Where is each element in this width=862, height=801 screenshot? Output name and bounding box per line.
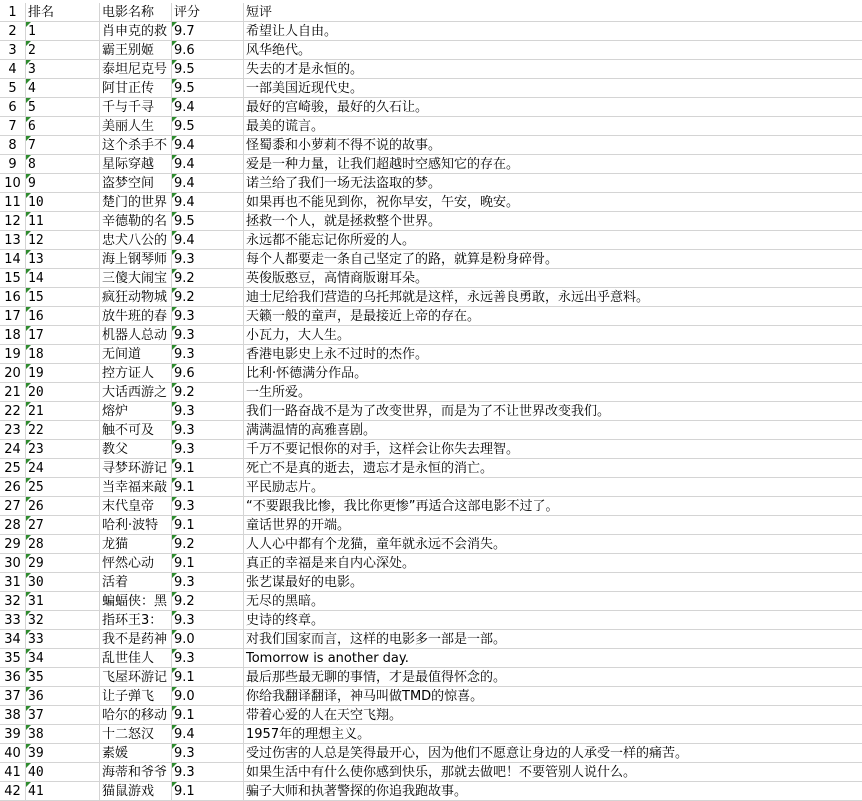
cell-title[interactable]: 控方证人: [100, 364, 172, 383]
table-row: [0, 497, 862, 516]
table-row: [0, 706, 862, 725]
cell-score[interactable]: 9.3: [172, 326, 244, 345]
cell-title[interactable]: 海蒂和爷爷: [100, 763, 172, 782]
cell-score[interactable]: 9.3: [172, 345, 244, 364]
cell-title[interactable]: 素媛: [100, 744, 172, 763]
table-row: [0, 725, 862, 744]
cell-title[interactable]: 大话西游之: [100, 383, 172, 402]
cell-rank[interactable]: 4: [26, 79, 100, 98]
cell-score[interactable]: 9.1: [172, 554, 244, 573]
cell-comment[interactable]: 你给我翻译翻译，神马叫做TMD的惊喜。: [244, 687, 862, 706]
cell-rank[interactable]: 23: [26, 440, 100, 459]
row-number[interactable]: 11: [0, 193, 26, 212]
top-edge: [0, 0, 862, 3]
table-row: [0, 744, 862, 763]
row-number[interactable]: 37: [0, 687, 26, 706]
cell-title[interactable]: 美丽人生: [100, 117, 172, 136]
cell-rank[interactable]: 37: [26, 706, 100, 725]
cell-score[interactable]: 9.3: [172, 573, 244, 592]
cell-rank[interactable]: 20: [26, 383, 100, 402]
table-row: [0, 440, 862, 459]
row-number[interactable]: 12: [0, 212, 26, 231]
cell-comment[interactable]: 风华绝代。: [244, 41, 862, 60]
row-number[interactable]: 6: [0, 98, 26, 117]
table-row: [0, 554, 862, 573]
cell-title[interactable]: 龙猫: [100, 535, 172, 554]
table-row: [0, 573, 862, 592]
cell-title[interactable]: 飞屋环游记: [100, 668, 172, 687]
cell-rank[interactable]: 7: [26, 136, 100, 155]
cell-comment[interactable]: 千万不要记恨你的对手，这样会让你失去理智。: [244, 440, 862, 459]
table-row: [0, 174, 862, 193]
cell-score[interactable]: 9.3: [172, 611, 244, 630]
cell-rank[interactable]: 26: [26, 497, 100, 516]
table-row: [0, 649, 862, 668]
cell-title[interactable]: 这个杀手不: [100, 136, 172, 155]
cell-score[interactable]: 9.2: [172, 535, 244, 554]
cell-rank[interactable]: 21: [26, 402, 100, 421]
cell-rank[interactable]: 2: [26, 41, 100, 60]
cell-rank[interactable]: 22: [26, 421, 100, 440]
cell-title[interactable]: 教父: [100, 440, 172, 459]
cell-comment[interactable]: 英俊版憨豆，高情商版谢耳朵。: [244, 269, 862, 288]
table-row: [0, 288, 862, 307]
cell-title[interactable]: 熔炉: [100, 402, 172, 421]
cell-comment[interactable]: 最后那些最无聊的事情，才是最值得怀念的。: [244, 668, 862, 687]
cell-rank[interactable]: 29: [26, 554, 100, 573]
header-row: [0, 3, 862, 22]
cell-score[interactable]: 9.4: [172, 725, 244, 744]
cell-rank[interactable]: 25: [26, 478, 100, 497]
cell-comment[interactable]: 1957年的理想主义。: [244, 725, 862, 744]
row-number[interactable]: 22: [0, 402, 26, 421]
cell-title[interactable]: 海上钢琴师: [100, 250, 172, 269]
cell-score[interactable]: 9.1: [172, 478, 244, 497]
cell-rank[interactable]: 32: [26, 611, 100, 630]
row-number[interactable]: 33: [0, 611, 26, 630]
cell-score[interactable]: 9.3: [172, 421, 244, 440]
cell-title[interactable]: 哈利·波特: [100, 516, 172, 535]
row-number[interactable]: 20: [0, 364, 26, 383]
cell-title[interactable]: 怦然心动: [100, 554, 172, 573]
table-row: [0, 269, 862, 288]
cell-score[interactable]: 9.1: [172, 668, 244, 687]
table-row: [0, 459, 862, 478]
cell-comment[interactable]: 香港电影史上永不过时的杰作。: [244, 345, 862, 364]
cell-score[interactable]: 9.2: [172, 269, 244, 288]
cell-title[interactable]: 肖申克的救: [100, 22, 172, 41]
row-number[interactable]: 13: [0, 231, 26, 250]
row-number[interactable]: 16: [0, 288, 26, 307]
cell-title[interactable]: 当幸福来敲: [100, 478, 172, 497]
table-row: [0, 421, 862, 440]
cell-title[interactable]: 活着: [100, 573, 172, 592]
cell-title[interactable]: 指环王3：: [100, 611, 172, 630]
cell-rank[interactable]: 31: [26, 592, 100, 611]
cell-rank[interactable]: 11: [26, 212, 100, 231]
cell-comment[interactable]: 死亡不是真的逝去，遗忘才是永恒的消亡。: [244, 459, 862, 478]
row-number[interactable]: 21: [0, 383, 26, 402]
cell-title[interactable]: 末代皇帝: [100, 497, 172, 516]
cell-rank[interactable]: 14: [26, 269, 100, 288]
cell-rank[interactable]: 12: [26, 231, 100, 250]
row-number[interactable]: 36: [0, 668, 26, 687]
cell-rank[interactable]: 41: [26, 782, 100, 801]
cell-rank[interactable]: 6: [26, 117, 100, 136]
table-row: [0, 307, 862, 326]
cell-comment[interactable]: 史诗的终章。: [244, 611, 862, 630]
table-row: [0, 782, 862, 801]
cell-title[interactable]: 让子弹飞: [100, 687, 172, 706]
table-row: [0, 79, 862, 98]
cell-rank[interactable]: 33: [26, 630, 100, 649]
row-number[interactable]: 9: [0, 155, 26, 174]
cell-rank[interactable]: 28: [26, 535, 100, 554]
row-number[interactable]: 42: [0, 782, 26, 801]
cell-score[interactable]: 9.3: [172, 307, 244, 326]
cell-title[interactable]: 十二怒汉: [100, 725, 172, 744]
table-row: [0, 98, 862, 117]
table-row: [0, 231, 862, 250]
table-row: [0, 60, 862, 79]
cell-score[interactable]: 9.4: [172, 174, 244, 193]
cell-rank[interactable]: 8: [26, 155, 100, 174]
cell-rank[interactable]: 16: [26, 307, 100, 326]
cell-score[interactable]: 9.4: [172, 231, 244, 250]
cell-comment[interactable]: 比利·怀德满分作品。: [244, 364, 862, 383]
cell-title[interactable]: 我不是药神: [100, 630, 172, 649]
cell-comment[interactable]: 对我们国家而言，这样的电影多一部是一部。: [244, 630, 862, 649]
cell-comment[interactable]: “不要跟我比惨，我比你更惨”再适合这部电影不过了。: [244, 497, 862, 516]
cell-score[interactable]: 9.3: [172, 649, 244, 668]
table-row: [0, 611, 862, 630]
table-row: [0, 516, 862, 535]
cell-score[interactable]: 9.4: [172, 155, 244, 174]
row-number[interactable]: 3: [0, 41, 26, 60]
row-number[interactable]: 32: [0, 592, 26, 611]
cell-title[interactable]: 盗梦空间: [100, 174, 172, 193]
cell-score[interactable]: 9.5: [172, 117, 244, 136]
cell-score[interactable]: 9.3: [172, 250, 244, 269]
row-number[interactable]: 14: [0, 250, 26, 269]
cell-score[interactable]: 9.0: [172, 630, 244, 649]
cell-score[interactable]: 9.3: [172, 402, 244, 421]
cell-score[interactable]: 9.0: [172, 687, 244, 706]
cell-comment[interactable]: 诺兰给了我们一场无法盗取的梦。: [244, 174, 862, 193]
row-number[interactable]: 40: [0, 744, 26, 763]
row-number[interactable]: 15: [0, 269, 26, 288]
table-row: [0, 402, 862, 421]
cell-comment[interactable]: 骗子大师和执著警探的你追我跑故事。: [244, 782, 862, 801]
row-number[interactable]: 7: [0, 117, 26, 136]
cell-score[interactable]: 9.7: [172, 22, 244, 41]
cell-score[interactable]: 9.5: [172, 79, 244, 98]
cell-title[interactable]: 哈尔的移动: [100, 706, 172, 725]
row-number[interactable]: 34: [0, 630, 26, 649]
cell-comment[interactable]: 真正的幸福是来自内心深处。: [244, 554, 862, 573]
cell-title[interactable]: 机器人总动: [100, 326, 172, 345]
cell-comment[interactable]: 永远都不能忘记你所爱的人。: [244, 231, 862, 250]
cell-comment[interactable]: 一部美国近现代史。: [244, 79, 862, 98]
cell-rank[interactable]: 24: [26, 459, 100, 478]
cell-comment[interactable]: 如果再也不能见到你，祝你早安，午安，晚安。: [244, 193, 862, 212]
cell-score[interactable]: 9.1: [172, 516, 244, 535]
cell-comment[interactable]: Tomorrow is another day.: [244, 649, 862, 668]
cell-score[interactable]: 9.4: [172, 98, 244, 117]
cell-comment[interactable]: 失去的才是永恒的。: [244, 60, 862, 79]
row-number[interactable]: 10: [0, 174, 26, 193]
row-number[interactable]: 19: [0, 345, 26, 364]
cell-comment[interactable]: 爱是一种力量，让我们超越时空感知它的存在。: [244, 155, 862, 174]
row-number[interactable]: 2: [0, 22, 26, 41]
cell-score[interactable]: 9.5: [172, 212, 244, 231]
table-row: [0, 250, 862, 269]
cell-score[interactable]: 9.3: [172, 497, 244, 516]
row-number[interactable]: 39: [0, 725, 26, 744]
row-number[interactable]: 23: [0, 421, 26, 440]
cell-title[interactable]: 三傻大闹宝: [100, 269, 172, 288]
cell-rank[interactable]: 38: [26, 725, 100, 744]
cell-score[interactable]: 9.5: [172, 60, 244, 79]
cell-rank[interactable]: 9: [26, 174, 100, 193]
cell-score[interactable]: 9.2: [172, 383, 244, 402]
cell-rank[interactable]: 5: [26, 98, 100, 117]
cell-rank[interactable]: 13: [26, 250, 100, 269]
cell-rank[interactable]: 27: [26, 516, 100, 535]
row-number[interactable]: 26: [0, 478, 26, 497]
row-number[interactable]: 25: [0, 459, 26, 478]
row-number[interactable]: 18: [0, 326, 26, 345]
cell-comment[interactable]: 最好的宫崎骏，最好的久石让。: [244, 98, 862, 117]
row-number[interactable]: 41: [0, 763, 26, 782]
cell-comment[interactable]: 如果生活中有什么使你感到快乐，那就去做吧！不要管别人说什么。: [244, 763, 862, 782]
row-number[interactable]: 8: [0, 136, 26, 155]
cell-score[interactable]: 9.2: [172, 592, 244, 611]
cell-comment[interactable]: 天籁一般的童声，是最接近上帝的存在。: [244, 307, 862, 326]
cell-title[interactable]: 触不可及: [100, 421, 172, 440]
cell-title[interactable]: 忠犬八公的: [100, 231, 172, 250]
table-row: [0, 630, 862, 649]
cell-rank[interactable]: 3: [26, 60, 100, 79]
cell-title[interactable]: 阿甘正传: [100, 79, 172, 98]
table-row: [0, 136, 862, 155]
cell-comment[interactable]: 童话世界的开端。: [244, 516, 862, 535]
cell-comment[interactable]: 平民励志片。: [244, 478, 862, 497]
cell-comment[interactable]: 无尽的黑暗。: [244, 592, 862, 611]
cell-rank[interactable]: 1: [26, 22, 100, 41]
row-number[interactable]: 1: [0, 3, 26, 22]
cell-score[interactable]: 9.1: [172, 706, 244, 725]
cell-comment[interactable]: 人人心中都有个龙猫，童年就永远不会消失。: [244, 535, 862, 554]
cell-score[interactable]: 9.3: [172, 763, 244, 782]
cell-title[interactable]: 寻梦环游记: [100, 459, 172, 478]
cell-rank[interactable]: 39: [26, 744, 100, 763]
table-row: [0, 668, 862, 687]
cell-comment[interactable]: 小瓦力，大人生。: [244, 326, 862, 345]
cell-score[interactable]: 9.3: [172, 744, 244, 763]
row-number[interactable]: 31: [0, 573, 26, 592]
table-row: [0, 22, 862, 41]
table-row: [0, 155, 862, 174]
table-row: [0, 117, 862, 136]
row-number[interactable]: 38: [0, 706, 26, 725]
cell-title[interactable]: 泰坦尼克号: [100, 60, 172, 79]
cell-rank[interactable]: 15: [26, 288, 100, 307]
cell-comment[interactable]: 一生所爱。: [244, 383, 862, 402]
cell-rank[interactable]: 30: [26, 573, 100, 592]
cell-score[interactable]: 9.6: [172, 364, 244, 383]
row-number[interactable]: 17: [0, 307, 26, 326]
cell-title[interactable]: 千与千寻: [100, 98, 172, 117]
cell-rank[interactable]: 34: [26, 649, 100, 668]
cell-rank[interactable]: 18: [26, 345, 100, 364]
cell-score[interactable]: 9.1: [172, 782, 244, 801]
row-number[interactable]: 27: [0, 497, 26, 516]
cell-score[interactable]: 9.2: [172, 288, 244, 307]
table-row: [0, 763, 862, 782]
cell-rank[interactable]: 40: [26, 763, 100, 782]
cell-comment[interactable]: 怪蜀黍和小萝莉不得不说的故事。: [244, 136, 862, 155]
table-row: [0, 535, 862, 554]
header-cell-rank[interactable]: 排名: [26, 3, 100, 22]
cell-rank[interactable]: 19: [26, 364, 100, 383]
row-number[interactable]: 30: [0, 554, 26, 573]
row-number[interactable]: 5: [0, 79, 26, 98]
row-number[interactable]: 28: [0, 516, 26, 535]
header-cell-score[interactable]: 评分: [172, 3, 244, 22]
header-cell-comment[interactable]: 短评: [244, 3, 862, 22]
cell-comment[interactable]: 每个人都要走一条自己坚定了的路，就算是粉身碎骨。: [244, 250, 862, 269]
cell-comment[interactable]: 希望让人自由。: [244, 22, 862, 41]
cell-title[interactable]: 辛德勒的名: [100, 212, 172, 231]
cell-title[interactable]: 放牛班的春: [100, 307, 172, 326]
cell-title[interactable]: 疯狂动物城: [100, 288, 172, 307]
table-row: [0, 364, 862, 383]
cell-title[interactable]: 蝙蝠侠：黑: [100, 592, 172, 611]
cell-comment[interactable]: 张艺谋最好的电影。: [244, 573, 862, 592]
cell-rank[interactable]: 35: [26, 668, 100, 687]
table-row: [0, 212, 862, 231]
cell-comment[interactable]: 拯救一个人，就是拯救整个世界。: [244, 212, 862, 231]
cell-comment[interactable]: 满满温情的高雅喜剧。: [244, 421, 862, 440]
cell-title[interactable]: 星际穿越: [100, 155, 172, 174]
cell-title[interactable]: 霸王别姬: [100, 41, 172, 60]
cell-score[interactable]: 9.6: [172, 41, 244, 60]
cell-score[interactable]: 9.1: [172, 459, 244, 478]
table-row: [0, 326, 862, 345]
cell-title[interactable]: 楚门的世界: [100, 193, 172, 212]
cell-rank[interactable]: 17: [26, 326, 100, 345]
row-number[interactable]: 29: [0, 535, 26, 554]
cell-comment[interactable]: 我们一路奋战不是为了改变世界，而是为了不让世界改变我们。: [244, 402, 862, 421]
row-number[interactable]: 4: [0, 60, 26, 79]
table-row: [0, 687, 862, 706]
cell-title[interactable]: 乱世佳人: [100, 649, 172, 668]
table-row: [0, 41, 862, 60]
row-number[interactable]: 24: [0, 440, 26, 459]
cell-comment[interactable]: 最美的谎言。: [244, 117, 862, 136]
cell-score[interactable]: 9.3: [172, 440, 244, 459]
header-cell-title[interactable]: 电影名称: [100, 3, 172, 22]
cell-title[interactable]: 无间道: [100, 345, 172, 364]
cell-score[interactable]: 9.4: [172, 136, 244, 155]
table-row: [0, 193, 862, 212]
table-row: [0, 383, 862, 402]
cell-comment[interactable]: 受过伤害的人总是笑得最开心，因为他们不愿意让身边的人承受一样的痛苦。: [244, 744, 862, 763]
cell-comment[interactable]: 带着心爱的人在天空飞翔。: [244, 706, 862, 725]
table-row: [0, 592, 862, 611]
cell-score[interactable]: 9.4: [172, 193, 244, 212]
table-row: [0, 345, 862, 364]
table-row: [0, 478, 862, 497]
row-number[interactable]: 35: [0, 649, 26, 668]
cell-rank[interactable]: 10: [26, 193, 100, 212]
cell-rank[interactable]: 36: [26, 687, 100, 706]
cell-title[interactable]: 猫鼠游戏: [100, 782, 172, 801]
cell-comment[interactable]: 迪士尼给我们营造的乌托邦就是这样，永远善良勇敢，永远出乎意料。: [244, 288, 862, 307]
